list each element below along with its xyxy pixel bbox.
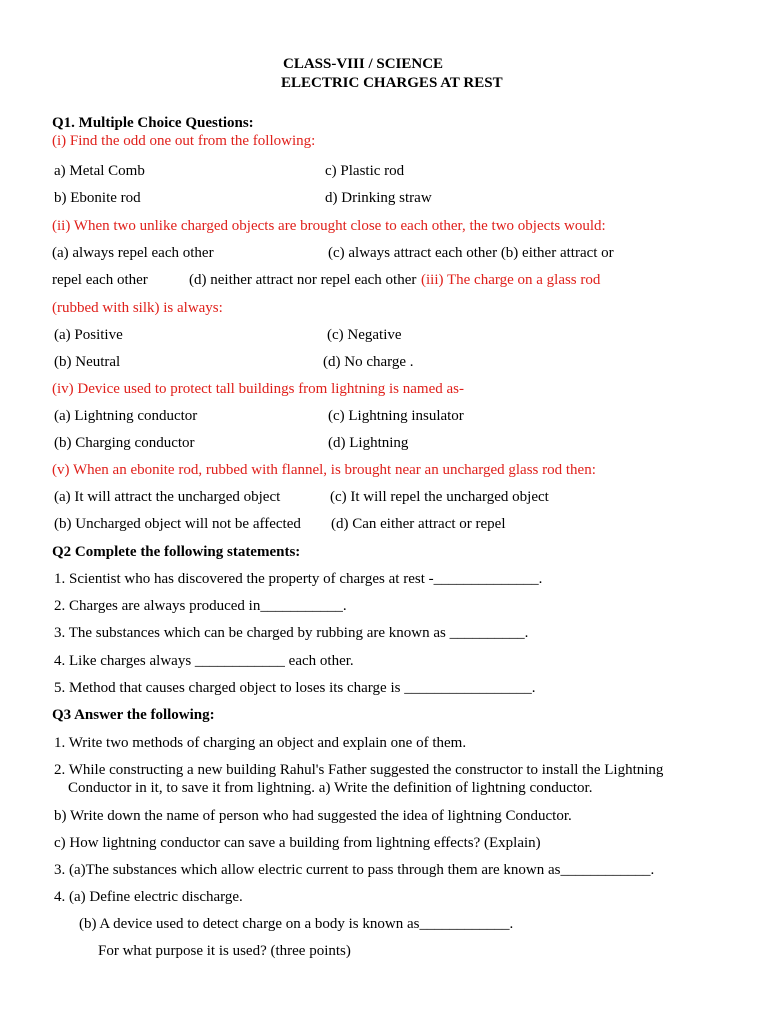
q1-ii-option-b-cont: repel each other bbox=[52, 272, 148, 288]
q1-i-option-c: c) Plastic rod bbox=[325, 163, 405, 179]
q1-ii-question: (ii) When two unlike charged objects are brought close to each other, the two objects would: bbox=[52, 218, 606, 234]
q1-iii-question-part2: (rubbed with silk) is always: bbox=[52, 300, 223, 316]
q2-statement-5: 5. Method that causes charged object to loses its charge is _________________. bbox=[54, 680, 536, 696]
q2-statement-4: 4. Like charges always ____________ each other. bbox=[54, 653, 354, 669]
q1-heading: Q1. Multiple Choice Questions: bbox=[52, 115, 254, 131]
chapter-title: ELECTRIC CHARGES AT REST bbox=[281, 75, 503, 91]
q1-i-option-b: b) Ebonite rod bbox=[54, 190, 141, 206]
q3-heading: Q3 Answer the following: bbox=[52, 707, 215, 723]
q2-statement-1: 1. Scientist who has discovered the property of charges at rest -______________. bbox=[54, 571, 543, 587]
q3-item-2-line1: 2. While constructing a new building Rahul's Father suggested the constructor to install the Lightning bbox=[54, 762, 664, 778]
q1-ii-option-a: (a) always repel each other bbox=[52, 245, 214, 261]
q1-iii-option-d: (d) No charge . bbox=[323, 354, 414, 370]
q1-iii-option-c: (c) Negative bbox=[327, 327, 402, 343]
q1-v-question: (v) When an ebonite rod, rubbed with flannel, is brought near an uncharged glass rod then: bbox=[52, 462, 596, 478]
q1-i-question: (i) Find the odd one out from the following: bbox=[52, 133, 316, 149]
q1-ii-option-d: (d) neither attract nor repel each other bbox=[189, 272, 417, 288]
q3-item-4-a: 4. (a) Define electric discharge. bbox=[54, 889, 243, 905]
q1-iii-question-part1: (iii) The charge on a glass rod bbox=[421, 272, 601, 288]
q1-v-option-d: (d) Can either attract or repel bbox=[331, 516, 506, 532]
q3-item-4-purpose: For what purpose it is used? (three points) bbox=[98, 943, 351, 959]
class-title: CLASS-VIII / SCIENCE bbox=[283, 56, 444, 72]
q1-v-option-c: (c) It will repel the uncharged object bbox=[330, 489, 549, 505]
q1-i-option-a: a) Metal Comb bbox=[54, 163, 145, 179]
q1-iv-option-b: (b) Charging conductor bbox=[54, 435, 195, 451]
q1-ii-option-c-b: (c) always attract each other (b) either attract or bbox=[328, 245, 614, 261]
q1-v-option-a: (a) It will attract the uncharged object bbox=[54, 489, 281, 505]
q3-item-2-line2: Conductor in it, to save it from lightning. a) Write the definition of lightning conductor. bbox=[68, 780, 593, 796]
q3-item-1: 1. Write two methods of charging an object and explain one of them. bbox=[54, 735, 467, 751]
q1-iv-option-d: (d) Lightning bbox=[328, 435, 409, 451]
q1-iv-option-c: (c) Lightning insulator bbox=[328, 408, 464, 424]
q1-v-option-b: (b) Uncharged object will not be affected bbox=[54, 516, 301, 532]
q2-statement-3: 3. The substances which can be charged by rubbing are known as __________. bbox=[54, 625, 529, 641]
q3-item-3: 3. (a)The substances which allow electric current to pass through them are known as____________. bbox=[54, 862, 655, 878]
q1-i-option-d: d) Drinking straw bbox=[325, 190, 432, 206]
q3-item-4-b: (b) A device used to detect charge on a body is known as____________. bbox=[79, 916, 514, 932]
q2-statement-2: 2. Charges are always produced in___________. bbox=[54, 598, 347, 614]
q1-iii-option-a: (a) Positive bbox=[54, 327, 123, 343]
q3-item-2-b: b) Write down the name of person who had suggested the idea of lightning Conductor. bbox=[54, 808, 572, 824]
q1-iii-option-b: (b) Neutral bbox=[54, 354, 121, 370]
q2-heading: Q2 Complete the following statements: bbox=[52, 544, 301, 560]
q3-item-2-c: c) How lightning conductor can save a building from lightning effects? (Explain) bbox=[54, 835, 541, 851]
q1-iv-option-a: (a) Lightning conductor bbox=[54, 408, 198, 424]
q1-iv-question: (iv) Device used to protect tall buildings from lightning is named as- bbox=[52, 381, 464, 397]
